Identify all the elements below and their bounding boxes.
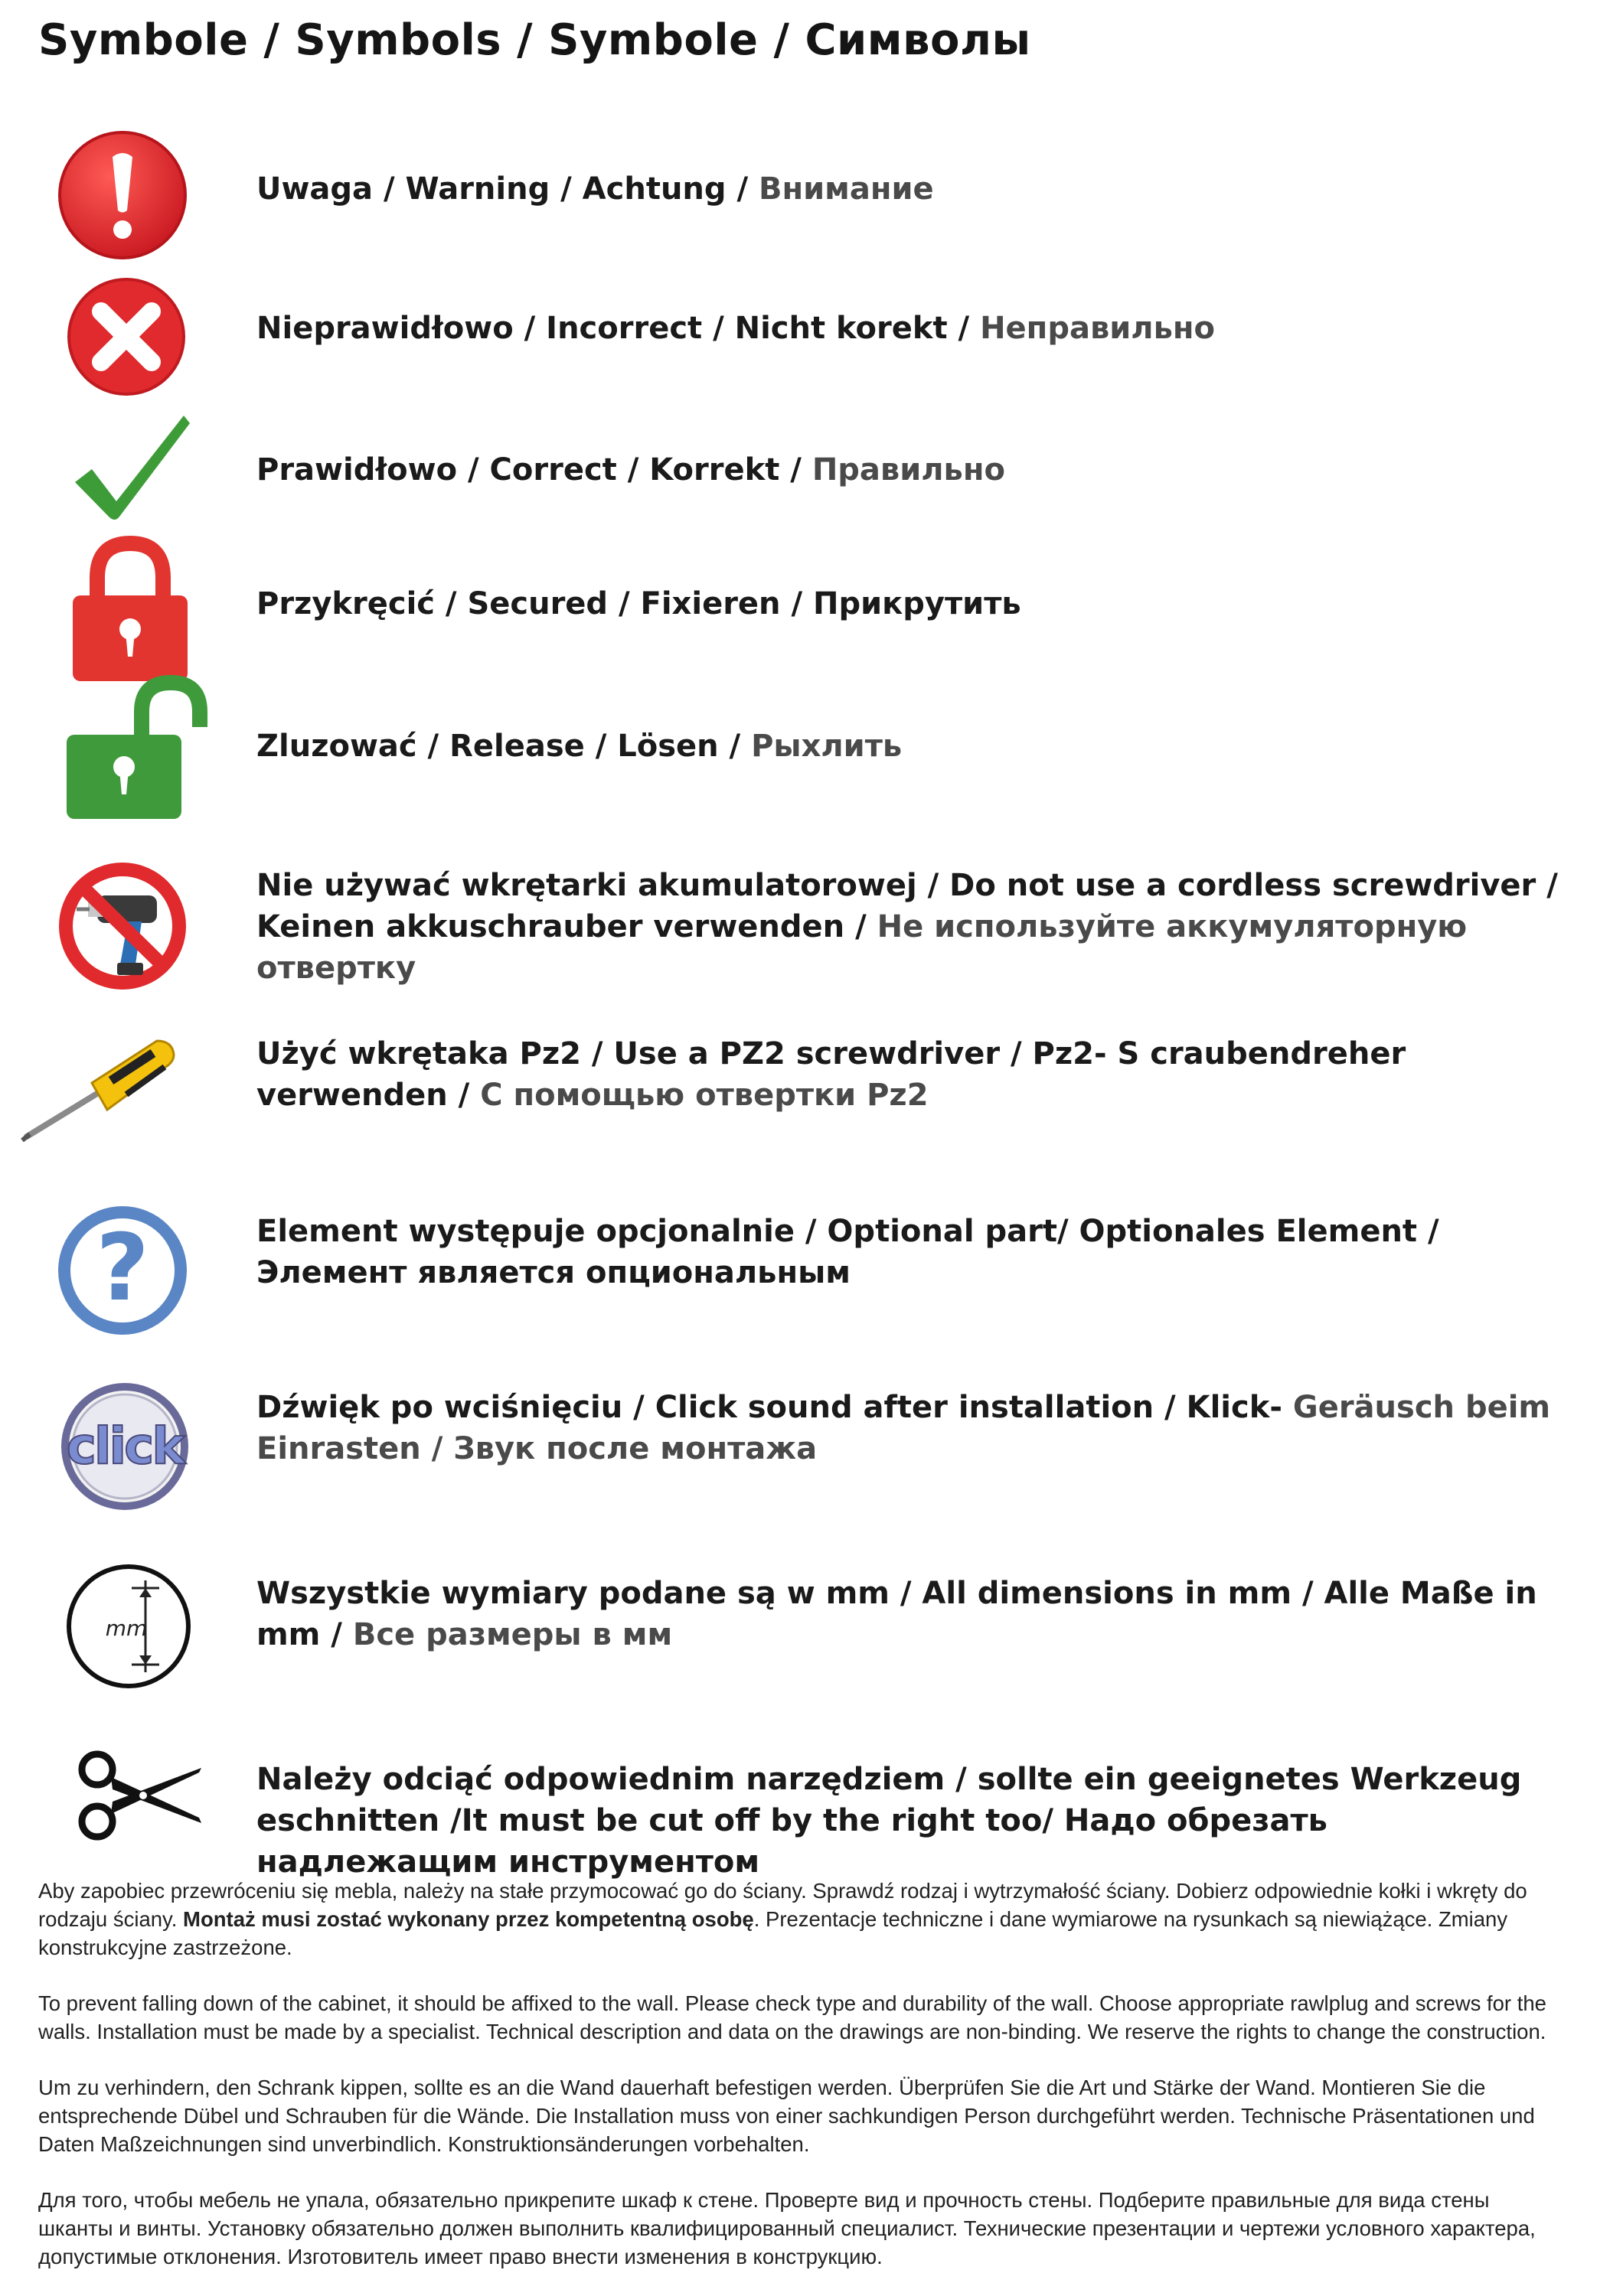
symbol-label: Uwaga / Warning / Achtung / Внимание — [256, 171, 934, 207]
symbol-label: Przykręcić / Secured / Fixieren / Прикрутить — [256, 586, 1021, 621]
note-en: To prevent falling down of the cabinet, it should be affixed to the wall. Please check type and durability of the wall. Choose appropriate rawlplug and screws for the walls. Installation must be made by a specialist. Technical description and data on the drawings are non-binding. We reserve the rights to change the construction. — [38, 1991, 1546, 2043]
screwdriver-icon — [11, 1018, 180, 1171]
symbol-label: Nie używać wkrętarki akumulatorowej / Do not use a cordless screwdriver / Keinen akkuschrauber verwenden / Не используйте аккумуляторную отвертку — [256, 868, 1558, 986]
symbol-label: Nieprawidłowo / Incorrect / Nicht korekt / Неправильно — [256, 311, 1215, 346]
note-de: Um zu verhindern, den Schrank kippen, sollte es an die Wand dauerhaft befestigen werden. Überprüfen Sie die Art und Stärke der Wand. Montieren Sie die entsprechende Dübel und Schrauben für die Wände. Die Installation muss von einer sachkundigen Person durchgeführt werden. Technische Präsentationen und Daten Maßzeichnungen sind unverbindlich. Konstruktionsänderungen vorbehalten. — [38, 2076, 1535, 2156]
click-icon — [42, 1370, 211, 1523]
symbol-label: Element występuje opcjonalnie / Optional part/ Optionales Element / Элемент является опциональным — [256, 1214, 1439, 1290]
symbol-label: Należy odciąć odpowiednim narzędziem / sollte ein geeignetes Werkzeug eschnitten /It must be cut off by the right too/ Надо обрезать надлежащим инструментом — [256, 1762, 1522, 1880]
dimensions-mm-icon — [46, 1550, 214, 1703]
warning-icon — [42, 115, 211, 268]
no-cordless-drill-icon — [42, 850, 211, 1003]
unlocked-padlock-icon — [50, 673, 218, 827]
symbol-label: Dźwięk po wciśnięciu / Click sound after installation / Klick- Geräusch beim Einrasten / Звук после монтажа — [256, 1390, 1551, 1466]
svg-text:click: click — [66, 1417, 184, 1476]
locked-padlock-icon — [50, 536, 218, 689]
symbol-label: Zluzować / Release / Lösen / Рыхлить — [256, 729, 903, 764]
page-title: Symbole / Symbols / Symbole / Символы — [38, 15, 1031, 65]
installation-notes — [38, 1877, 1569, 2271]
symbol-label: Użyć wkrętaka Pz2 / Use a PZ2 screwdriver / Pz2- S craubendreher verwenden / С помощью отвертки Pz2 — [256, 1036, 1406, 1113]
symbol-label: Prawidłowo / Correct / Korrekt / Правильно — [256, 452, 1005, 488]
symbol-label: Wszystkie wymiary podane są w mm / All dimensions in mm / Alle Maße in mm / Все размеры в мм — [256, 1576, 1537, 1652]
question-mark-icon — [42, 1194, 211, 1347]
svg-text:?: ? — [96, 1215, 149, 1322]
note-pl: Aby zapobiec przewróceniu się mebla, należy na stałe przymocować go do ściany. Sprawdź rodzaj i wytrzymałość ściany. Dobierz odpowiednie kołki i wkręty do rodzaju ściany. Montaż musi zostać wykonany przez kompetentną osobę. Prezentacje techniczne i dane wymiarowe na rysunkach są niewiążące. Zmiany konstrukcyjne zastrzeżone. — [38, 1879, 1527, 1959]
scissors-icon — [65, 1722, 233, 1875]
incorrect-icon — [46, 260, 214, 413]
note-ru: Для того, чтобы мебель не упала, обязательно прикрепите шкаф к стене. Проверте вид и прочность стены. Подберите правильные для вида стены шканты и винты. Установку обязательно должен выполнить квалифицированный специалист. Технические презентации и чертежи условного характера, допустимые отклонения. Изготовитель имеет право внести изменения в конструкцию. — [38, 2188, 1536, 2268]
mm-label: mm — [105, 1616, 148, 1641]
checkmark-icon — [54, 402, 222, 555]
